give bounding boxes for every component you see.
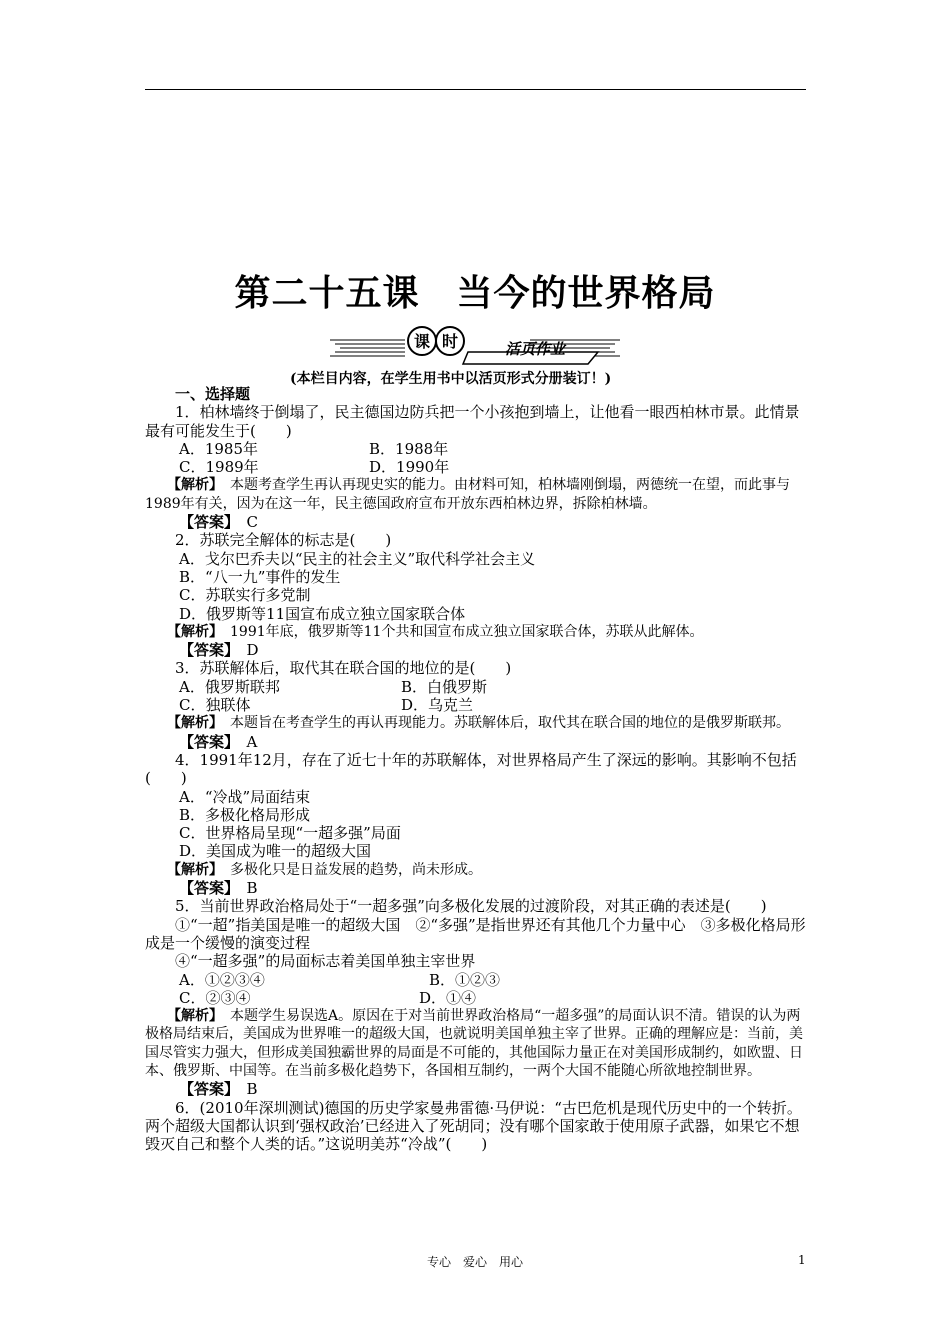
option-b: B．白俄罗斯: [401, 677, 488, 696]
option-d: D．乌克兰: [401, 696, 474, 715]
question-2-answer: 【答案】 D: [179, 641, 259, 660]
banner-char-2: 时: [441, 332, 459, 351]
option-d: D．俄罗斯等11国宣布成立独立国家联合体: [179, 604, 466, 623]
option-c: C．独联体: [179, 696, 251, 715]
section-heading: 一、选择题: [175, 385, 251, 403]
question-4-answer: 【答案】 B: [179, 879, 258, 898]
option-c: C．②③④: [179, 988, 251, 1007]
question-1-stem: 1．柏林墙终于倒塌了，民主德国边防兵把一个小孩抱到墙上，让他看一眼西柏林市景。此情景最有可能发生于( ): [145, 403, 800, 440]
question-2-analysis: 【解析】 1991年底，俄罗斯等11个共和国宣布成立独立国家联合体，苏联从此解体。: [167, 623, 704, 640]
question-5-analysis: 【解析】 本题学生易误选A。原因在于对当前世界政治格局“一超多强”的局面认识不清。错误的认为两极格局结束后，美国成为世界唯一的超级大国，也就说明美国单独主宰了世界。正确的理解应是：当前，美国尽管实力强大，但形成美国独霸世界的局面是不可能的，其他国际力量正在对美国形成制约，如欧盟、日本、俄罗斯、中国等。在当前多极化趋势下，各国相互制约，一两个大国不能随心所欲地控制世界。: [145, 1008, 803, 1079]
question-3-stem: 3．苏联解体后，取代其在联合国的地位的是( ): [175, 659, 512, 678]
option-c: C．1989年: [179, 458, 259, 477]
question-3-options-row-1: [145, 678, 810, 696]
option-d: D．1990年: [369, 458, 450, 477]
option-a: A．①②③④: [179, 970, 265, 989]
question-5-options-row-2: [145, 989, 810, 1007]
question-1-analysis: 【解析】 本题考查学生再认再现史实的能力。由材料可知，柏林墙刚倒塌，两德统一在望，而此事与1989年有关，因为在这一年，民主德国政府宣布开放东西柏林边界，拆除柏林墙。: [145, 477, 790, 512]
option-c: C．苏联实行多党制: [179, 586, 311, 605]
question-5-answer: 【答案】 B: [179, 1080, 258, 1099]
question-5-stem: 5．当前世界政治格局处于“一超多强”向多极化发展的过渡阶段，对其正确的表述是( ): [175, 897, 767, 916]
question-4-analysis: 【解析】 多极化只是日益发展的趋势，尚未形成。: [167, 861, 482, 878]
question-5-options-row-1: [145, 971, 810, 989]
question-2-stem: 2．苏联完全解体的标志是( ): [175, 531, 392, 550]
question-4-stem: 4．1991年12月，存在了近七十年的苏联解体，对世界格局产生了深远的影响。其影响不包括( ): [145, 750, 797, 788]
homework-banner: [330, 326, 620, 366]
question-6-stem: 6．(2010年深圳测试)德国的历史学家曼弗雷德·马伊说：“古巴危机是现代历史中的一个转折。两个超级大国都认识到‘强权政治’已经进入了死胡同；没有哪个国家敢于使用原子武器，如果它不想毁灭自己和整个人类的话。”这说明美苏“冷战”( ): [145, 1098, 802, 1154]
binding-note: (本栏目内容，在学生用书中以活页形式分册装订！): [290, 371, 612, 387]
question-1-answer: 【答案】 C: [179, 513, 259, 532]
question-5-statements: ①“一超”指美国是唯一的超级大国 ②“多强”是指世界还有其他几个力量中心 ③多极化格局形成是一个缓慢的演变过程: [145, 915, 806, 952]
option-b: B．①②③: [429, 970, 501, 989]
option-d: D．美国成为唯一的超级大国: [179, 842, 372, 861]
option-b: B．1988年: [369, 439, 449, 458]
page-title: 第二十五课 当今的世界格局: [234, 272, 716, 314]
question-1-options-row-1: [145, 440, 810, 458]
question-3-answer: 【答案】 A: [179, 732, 258, 751]
question-3-analysis: 【解析】 本题旨在考查学生的再认再现能力。苏联解体后，取代其在联合国的地位的是俄罗斯联邦。: [167, 715, 790, 732]
option-a: A．“冷战”局面结束: [179, 787, 311, 806]
banner-char-1: 课: [413, 332, 431, 351]
banner-text: 活页作业: [505, 340, 566, 358]
question-1-options-row-2: [145, 458, 810, 476]
option-b: B．多极化格局形成: [179, 805, 311, 824]
option-a: A．1985年: [179, 439, 259, 458]
page-footer: 专心 爱心 用心: [426, 1255, 523, 1269]
page-number: 1: [798, 1253, 806, 1267]
header-rule: [145, 89, 806, 90]
option-a: A．俄罗斯联邦: [179, 677, 280, 696]
option-c: C．世界格局呈现“一超多强”局面: [179, 824, 401, 843]
option-d: D．①④: [419, 988, 477, 1007]
question-5-statement-4: ④“一超多强”的局面标志着美国单独主宰世界: [175, 952, 476, 971]
question-list: [145, 385, 810, 1153]
option-b: B．“八一九”事件的发生: [179, 567, 341, 586]
option-a: A．戈尔巴乔夫以“民主的社会主义”取代科学社会主义: [179, 549, 536, 568]
question-3-options-row-2: [145, 696, 810, 714]
